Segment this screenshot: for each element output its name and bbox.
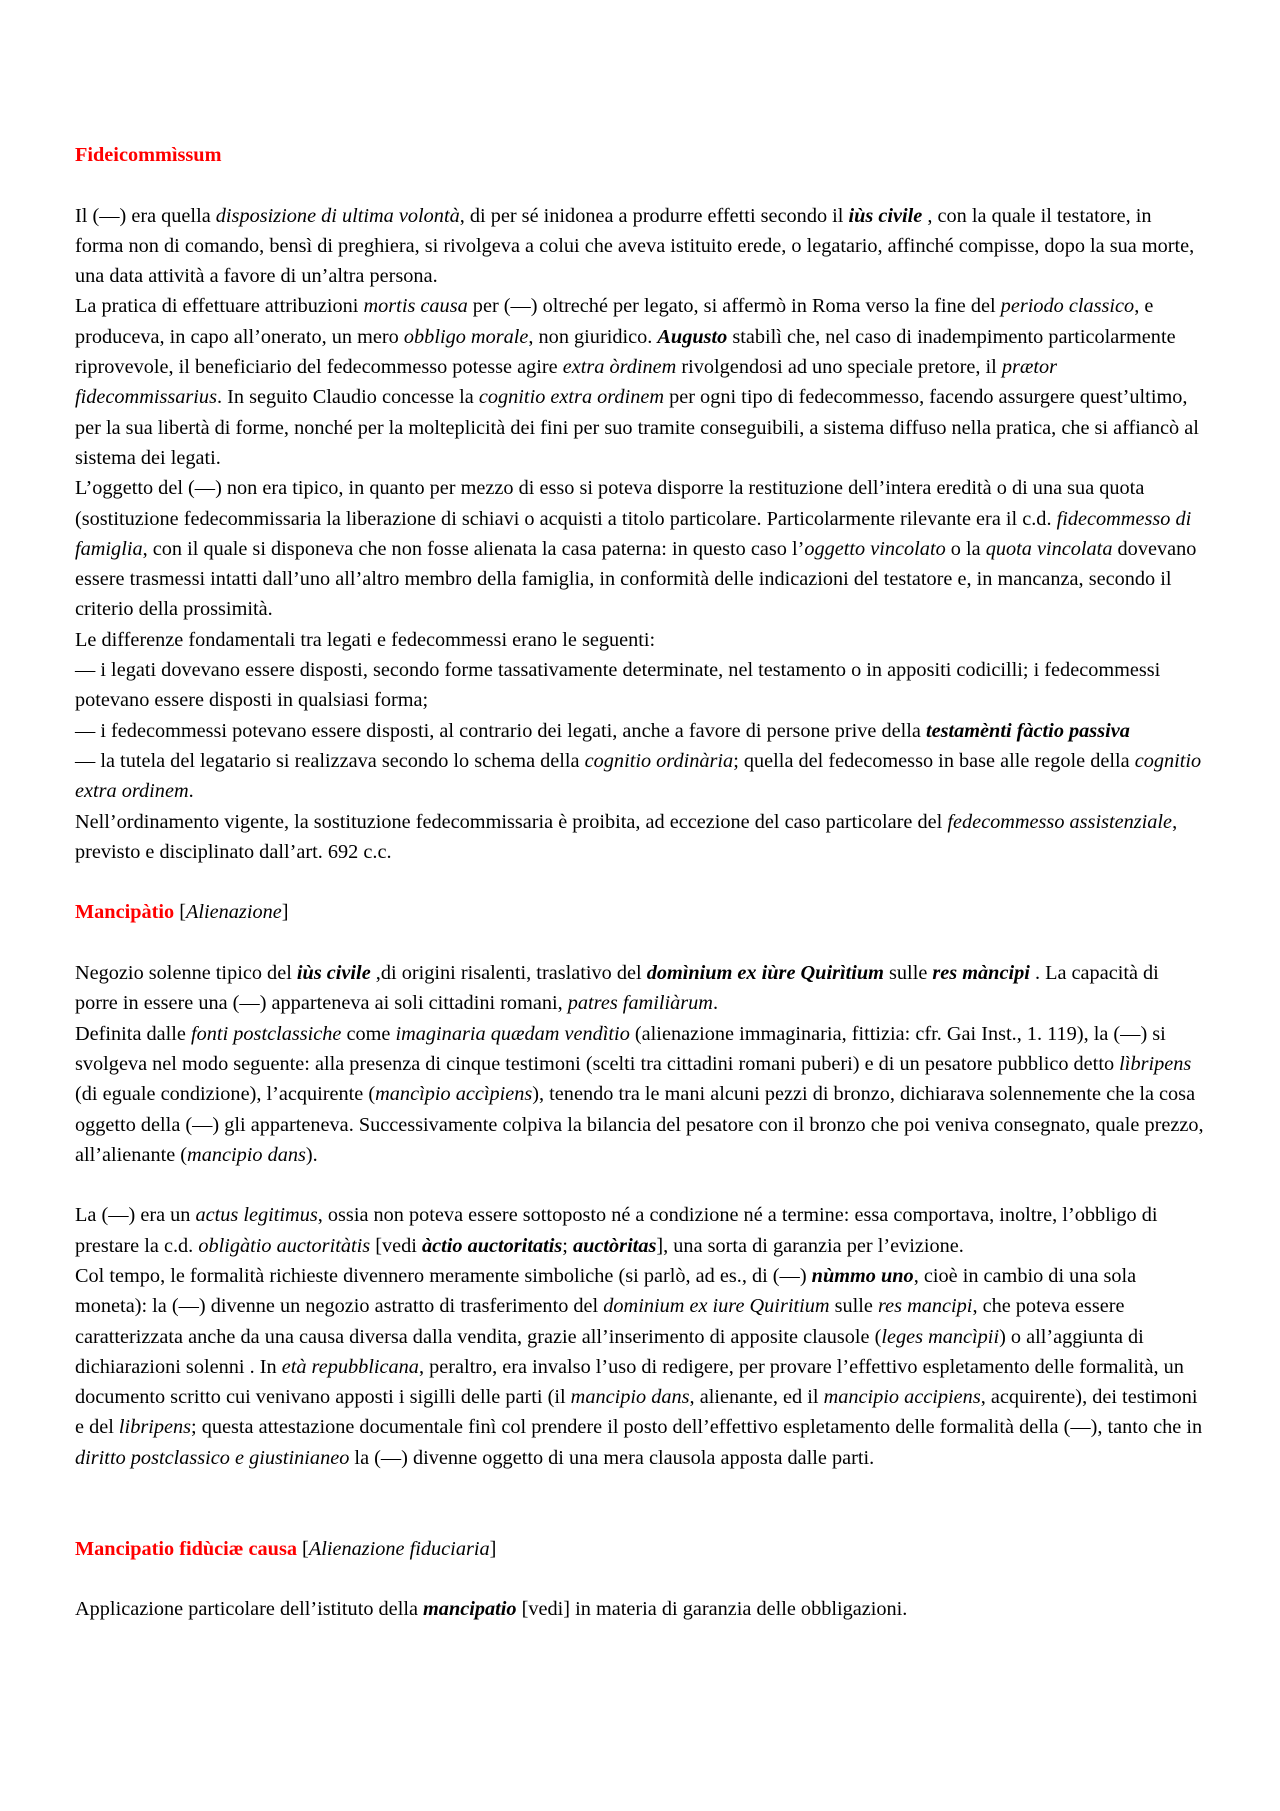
text-run: Augusto	[657, 325, 728, 348]
text-run: periodo classico	[1000, 295, 1135, 318]
text-run: . La capacità di porre in essere una (—) apparteneva ai soli cittadini romani,	[75, 962, 1159, 1015]
paragraph	[75, 625, 1205, 655]
text-run: fedecommesso assistenziale	[947, 810, 1173, 833]
text-run: La (—) era un	[75, 1204, 196, 1227]
text-run: età repubblicana	[281, 1355, 419, 1378]
paragraph	[75, 1200, 1205, 1261]
paragraph	[75, 716, 1205, 746]
section-title: Mancipàtio	[75, 901, 175, 924]
text-run: res màncipi	[932, 962, 1030, 985]
text-run: , di per sé inidonea a produrre effetti secondo il	[459, 204, 849, 227]
paragraph	[75, 1594, 1205, 1624]
text-run: , cioè in cambio di una sola moneta): la (—) divenne un negozio astratto di trasferimento del	[75, 1264, 1137, 1318]
text-run: , alienante, ed il	[689, 1386, 824, 1409]
text-run: La pratica di effettuare attribuzioni	[75, 295, 364, 318]
paragraph	[75, 1019, 1205, 1170]
text-run: , con la quale il testatore, in forma non di comando, bensì di preghiera, si rivolgeva a colui che aveva istituito erede, o legatario, affinché compisse, dopo la sua morte, una data attività a favore di un’altra persona.	[75, 204, 1195, 288]
text-run: mancipatio	[423, 1598, 517, 1621]
text-run: Negozio solenne tipico del	[75, 962, 297, 985]
text-run: ; questa attestazione documentale finì col prendere il posto dell’effettivo espletamento delle formalità della (—), tanto che in	[191, 1416, 1203, 1439]
text-run: Applicazione particolare dell’istituto della	[75, 1598, 424, 1621]
document-body	[75, 140, 1205, 1625]
text-run: ;	[562, 1234, 573, 1257]
text-run: dovevano essere trasmessi intatti dall’uno all’altro membro della famiglia, in conformità delle indicazioni del testatore e, in mancanza, secondo il criterio della prossimità.	[75, 537, 1197, 621]
text-run: , che poteva essere caratterizzata anche da una causa diversa dalla vendita, grazie all’inserimento di apposite clausole (	[75, 1295, 1125, 1348]
section-title: Mancipatio fidùciæ causa	[75, 1537, 297, 1560]
text-run: imaginaria quædam vendìtio	[395, 1022, 630, 1045]
text-run: , con il quale si disponeva che non fosse alienata la casa paterna: in questo caso l’	[142, 537, 805, 560]
paragraph	[75, 746, 1205, 807]
text-run: leges mancìpii	[881, 1325, 1000, 1348]
text-run: auctòritas	[572, 1234, 657, 1257]
text-run: nùmmo uno	[811, 1264, 914, 1287]
text-run: , peraltro, era invalso l’uso di redigere, per provare l’effettivo espletamento delle formalità, un documento scritto cui venivano apposti i sigilli delle parti (il	[75, 1355, 1184, 1409]
spacer	[75, 1564, 1205, 1594]
text-run: sulle	[829, 1295, 878, 1318]
text-run: prætor fidecommissarius	[75, 356, 1058, 409]
text-run: , previsto e disciplinato dall’art. 692 c.c.	[75, 810, 1178, 863]
paragraph	[75, 473, 1205, 624]
text-run: cognitio extra ordinem	[478, 386, 665, 409]
text-run: mancipio dans	[570, 1386, 690, 1409]
text-run: testamènti fàctio passiva	[925, 719, 1130, 742]
section-subtitle: Alienazione fiduciaria	[308, 1537, 490, 1560]
spacer	[75, 928, 1205, 958]
section-heading: Mancipàtio [Alienazione]	[75, 901, 289, 924]
text-run: .	[188, 780, 194, 803]
text-run: diritto postclassico e giustinianeo	[75, 1446, 350, 1469]
paragraph	[75, 655, 1205, 716]
text-run: (alienazione immaginaria, fittizia: cfr. Gai Inst., 1. 119), la (—) si svolgeva nel modo seguente: alla presenza di cinque testimoni (scelti tra cittadini romani puberi) e di un pesatore pubblico detto	[75, 1022, 1166, 1075]
text-run: Col tempo, le formalità richieste divennero meramente simboliche (si parlò, ad es., di (—)	[75, 1264, 812, 1287]
text-run: ; quella del fedecomesso in base alle regole della	[733, 749, 1135, 772]
text-run: res mancipi	[877, 1295, 973, 1318]
text-run: ,di origini risalenti, traslativo del	[370, 962, 647, 985]
text-run: Le differenze fondamentali tra legati e fedecommessi erano le seguenti:	[75, 628, 656, 651]
text-run: domìnium ex iùre Quirìtium	[646, 962, 884, 985]
paragraph	[75, 291, 1205, 473]
text-run: cognitio extra ordinem	[75, 749, 1202, 803]
text-run: dominium ex iure Quiritium	[603, 1295, 830, 1318]
text-run: .	[712, 992, 719, 1015]
section-subtitle: Alienazione	[185, 901, 282, 924]
text-run: actus legitimus	[195, 1204, 318, 1227]
section-heading: Mancipatio fidùciæ causa [Alienazione fiduciaria]	[75, 1537, 497, 1560]
text-run: obbligo morale	[403, 325, 529, 348]
paragraph	[75, 807, 1205, 868]
text-run: mancipio dans	[187, 1143, 306, 1166]
text-run: , ossia non poteva essere sottoposto né a condizione né a termine: essa comportava, inoltre, l’obbligo di prestare la c.d.	[75, 1204, 1158, 1257]
text-run: libripens	[118, 1416, 192, 1439]
text-run: extra òrdinem	[562, 356, 677, 379]
text-run: , acquirente), dei testimoni e del	[75, 1386, 1198, 1439]
text-run: [vedi	[370, 1234, 422, 1257]
text-run: mortis causa	[363, 295, 468, 318]
text-run: ], una sorta di garanzia per l’evizione.	[656, 1234, 964, 1257]
paragraph	[75, 1261, 1205, 1473]
spacer	[75, 170, 1205, 200]
paragraph	[75, 201, 1205, 292]
text-run: , e produceva, in capo all’onerato, un mero	[75, 295, 1154, 348]
text-run: mancìpio accìpiens	[375, 1083, 533, 1106]
text-run: — la tutela del legatario si realizzava secondo lo schema della	[75, 749, 585, 772]
text-run: la (—) divenne oggetto di una mera clausola apposta dalle parti.	[349, 1446, 875, 1469]
text-run: cognitio ordinària	[584, 749, 734, 772]
text-run: L’oggetto del (—) non era tipico, in quanto per mezzo di esso si poteva disporre la restituzione dell’intera eredità o di una sua quota (sostituzione fedecommissaria la liberazione di schiavi o acquisti a titolo particolare. Particolarmente rilevante era il c.d.	[75, 477, 1145, 530]
text-run: ) o all’aggiunta di dichiarazioni solenni . In	[75, 1325, 1144, 1378]
text-run: quota vincolata	[985, 537, 1113, 560]
text-run: fidecommesso di famiglia	[75, 507, 1192, 560]
text-run: mancipio accipiens	[823, 1386, 981, 1409]
text-run: rivolgendosi ad uno speciale pretore, il	[676, 356, 1002, 379]
text-run: patres familiàrum	[567, 992, 713, 1015]
text-run: iùs civile	[296, 962, 371, 985]
text-run: stabilì che, nel caso di inadempimento particolarmente riprovevole, il beneficiario del fedecommesso potesse agire	[75, 325, 1176, 379]
text-run: . In seguito Claudio concesse la	[216, 386, 479, 409]
spacer	[75, 1170, 1205, 1200]
text-run: come	[341, 1022, 396, 1045]
text-run: Il (—) era quella	[75, 204, 216, 227]
text-run: sulle	[883, 962, 933, 985]
text-run: Nell’ordinamento vigente, la sostituzione fedecommissaria è proibita, ad eccezione del caso particolare del	[75, 810, 948, 833]
text-run: ), tenendo tra le mani alcuni pezzi di bronzo, dichiarava solennemente che la cosa oggetto della (—) gli apparteneva. Successivamente colpiva la bilancia del pesatore con il bronzo che poi veniva consegnato, quale prezzo, all’alienante (	[75, 1083, 1204, 1166]
text-run: disposizione di ultima volontà	[215, 204, 460, 227]
text-run: — i legati dovevano essere disposti, secondo forme tassativamente determinate, nel testamento o in appositi codicilli; i fedecommessi potevano essere disposti in qualsiasi forma;	[75, 659, 1161, 712]
text-run: per ogni tipo di fedecommesso, facendo assurgere quest’ultimo, per la sua libertà di forme, nonché per la molteplicità dei fini per suo tramite conseguibili, a sistema diffuso nella pratica, che si affiancò al sistema dei legati.	[75, 386, 1199, 469]
text-run: àctio auctoritatis	[421, 1234, 563, 1257]
text-run: per (—) oltreché per legato, si affermò in Roma verso la fine del	[467, 295, 1001, 318]
text-run: lìbripens	[1119, 1052, 1192, 1075]
text-run: Definita dalle	[75, 1022, 192, 1045]
section-title: Fideicommìssum	[75, 144, 222, 166]
text-run: [vedi] in materia di garanzia delle obbligazioni.	[516, 1598, 908, 1621]
spacer	[75, 1473, 1205, 1534]
text-run: obligàtio auctoritàtis	[198, 1234, 371, 1257]
text-run: fonti postclassiche	[191, 1022, 342, 1045]
text-run: iùs civile	[848, 204, 923, 227]
text-run: o la	[945, 537, 986, 560]
text-run: — i fedecommessi potevano essere disposti, al contrario dei legati, anche a favore di persone prive della	[75, 719, 926, 742]
section-heading	[75, 140, 1205, 170]
text-run: , non giuridico.	[528, 325, 658, 348]
spacer	[75, 867, 1205, 897]
text-run: ).	[305, 1143, 318, 1166]
paragraph	[75, 958, 1205, 1019]
text-run: (di eguale condizione), l’acquirente (	[75, 1083, 376, 1106]
text-run: oggetto vincolato	[804, 537, 946, 560]
